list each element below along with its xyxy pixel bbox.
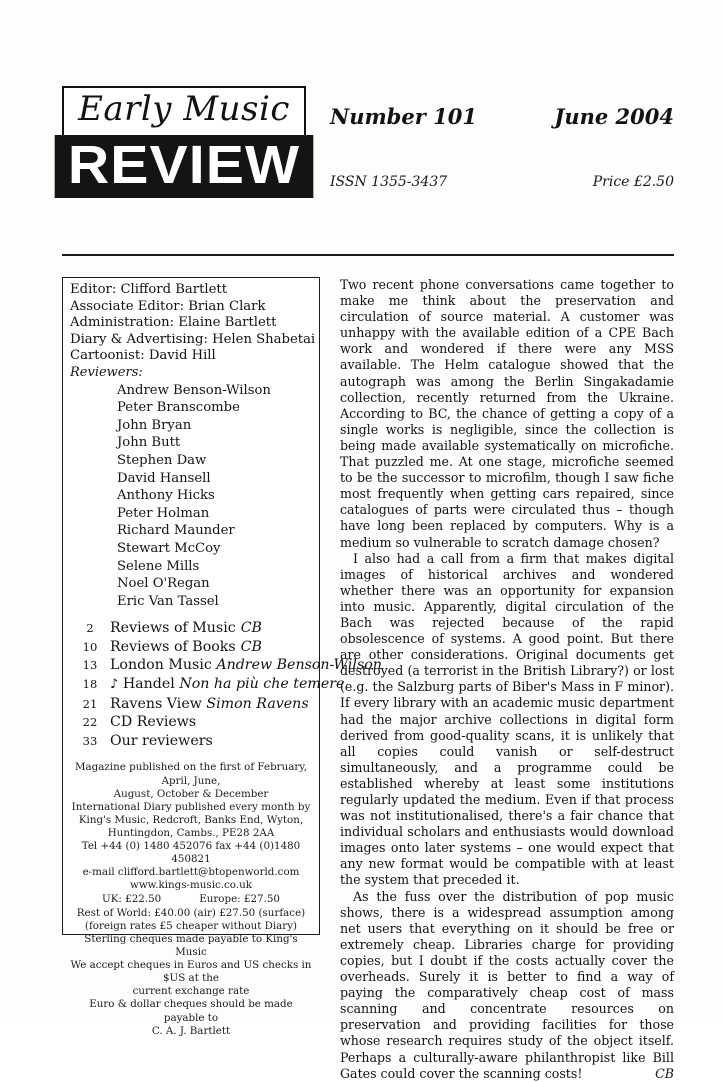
toc-entry xyxy=(70,675,345,695)
toc-entry xyxy=(70,656,382,675)
toc-entry xyxy=(70,732,312,751)
staff-administration: Administration: Elaine Bartlett xyxy=(70,315,277,331)
staff-diary-advertising: Diary & Advertising: Helen Shabetai xyxy=(70,331,316,347)
imprint-block xyxy=(70,761,312,1037)
table-of-contents xyxy=(70,619,382,750)
reviewer-name: Stewart McCoy xyxy=(117,540,221,556)
rate-foreign-note: (foreign rates £5 cheaper without Diary) xyxy=(84,919,298,932)
toc-credit: CB xyxy=(240,638,262,655)
article-paragraph: Two recent phone conversations came together to make me think about the preservation and circulation of source material. A customer was unhappy with the available edition of a CPE Bach work and wondered if there were any MSS available. The Helm catalogue showed that the autograph was among the Berlin Singakadamie collection, recently returned from the Ukraine. According to BC, the chance of getting a copy of a single works is negligible, since the collection is being made available systematically on microfiche. That puzzled me. At one stage, microfiche seemed to be the successor to microfilm, though I saw fiche most frequently when getting cars repaired, since catalogues of parts were circulated thus – though have long been replaced by computers. Why is a medium so vulnerable to scratch damage chosen? xyxy=(340,277,674,550)
toc-author: Simon Ravens xyxy=(206,695,309,712)
imprint-telephone: Tel +44 (0) 1480 452076 fax +44 (0)1480 450821 xyxy=(81,840,301,866)
reviewer-name: Peter Branscombe xyxy=(117,400,240,416)
staff-cartoonist: Cartoonist: David Hill xyxy=(70,348,216,364)
reviewer-name: Selene Mills xyxy=(117,558,200,574)
issue-number: Number 101 xyxy=(330,104,477,129)
toc-entry-title xyxy=(110,695,309,714)
imprint-line: Magazine published on the first of February, April, June, xyxy=(74,761,308,787)
reviewers-heading: Reviewers: xyxy=(70,364,143,380)
toc-entry-title xyxy=(110,732,213,751)
reviewer-name: John Bryan xyxy=(117,417,192,433)
toc-entry xyxy=(70,713,312,732)
imprint-line: August, October & December xyxy=(113,787,269,800)
toc-page-number: 2 xyxy=(86,621,94,636)
issn-row xyxy=(330,174,674,190)
payment-sterling: Sterling cheques made payable to King's Music xyxy=(84,932,298,959)
payment-currencies: We accept cheques in Euros and US checks in $US at the xyxy=(70,959,312,985)
article-paragraph-text: As the fuss over the distribution of pop music shows, there is a widespread assumption among net users that everything on it should be free or extremely cheap. Libraries charge for providing copies, but I doubt if the costs actually cover the overheads. Surely it is better to find a way of paying the comparatively cheap cost of mass scanning and concentrate resources on preservation and providing facilities for those whose research requires study of the object itself. Perhaps a culturally-aware philanthropist like Bill Gates could cover the scanning costs! xyxy=(340,888,674,1081)
toc-entry xyxy=(70,695,312,714)
reviewer-name: Richard Maunder xyxy=(117,523,235,539)
issn-value: ISSN 1355-3437 xyxy=(330,174,448,190)
imprint-address-line: Huntingdon, Cambs., PE28 2AA xyxy=(107,826,275,839)
issue-date: June 2004 xyxy=(554,104,674,129)
article-paragraph: I also had a call from a firm that makes digital images of historical archives and wondered whether there was an opportunity for expansion into music. Apparently, digital circulation of the Bach was rejected because of the rapid obsolescence of systems. A good point. But there are other considerations. Original documents get destroyed (a terrorist in the British Library?) or lost (e.g. the Salzburg parts of Biber's Mass in F minor). If every library with an academic music department had the major archive collections in digital form derived from good-quality scans, it is unlikely that all copies could vanish or self-destruct simultaneously, and a programme could be established whereby at least some institutions regularly updated the medium. Even if that process was not institutionalised, there's a fair chance that individual scholars and enthusiasts would download images onto later systems – one would expect that any new format would be compatible with at least the system that preceded it. xyxy=(340,550,674,888)
imprint-email[interactable]: e-mail clifford.bartlett@btopenworld.com xyxy=(82,866,300,879)
toc-author: Non ha più che temere xyxy=(179,676,345,693)
reviewer-name: John Butt xyxy=(117,435,181,451)
reviewer-name: Noel O'Regan xyxy=(117,576,210,592)
toc-page-number: 10 xyxy=(82,639,98,654)
reviewer-name: Eric Van Tassel xyxy=(117,593,219,609)
toc-entry-title xyxy=(110,713,196,732)
masthead xyxy=(62,86,674,232)
toc-title-text: CD Reviews xyxy=(110,714,197,731)
rate-rest-of-world: Rest of World: £40.00 (air) £27.50 (surface) xyxy=(76,906,306,919)
magazine-logo xyxy=(62,86,306,198)
toc-page-number: 13 xyxy=(82,658,98,673)
imprint-line: International Diary published every month by xyxy=(71,800,311,813)
toc-title-text: Reviews of Music xyxy=(110,620,236,637)
staff-editor: Editor: Clifford Bartlett xyxy=(70,282,228,297)
article-paragraph-final xyxy=(340,889,674,1082)
reviewer-name: Peter Holman xyxy=(117,505,210,521)
imprint-address-line: King's Music, Redcroft, Banks End, Wyton, xyxy=(78,813,304,826)
toc-entry xyxy=(70,619,312,638)
rate-europe: Europe: £27.50 xyxy=(199,893,280,906)
subscription-rates-row xyxy=(70,893,312,906)
music-note-icon: ♪ xyxy=(110,677,119,693)
toc-title-text: Our reviewers xyxy=(110,732,213,749)
toc-author: Andrew Benson-Wilson xyxy=(216,657,382,674)
masthead-info-box xyxy=(62,277,382,1037)
toc-title-text: Reviews of Books xyxy=(110,638,236,655)
header-divider-rule xyxy=(62,254,674,256)
toc-entry-title xyxy=(110,675,344,695)
toc-page-number: 21 xyxy=(82,696,98,711)
payment-payee-note: Euro & dollar cheques should be made payable to xyxy=(89,998,293,1024)
reviewer-name: David Hansell xyxy=(117,470,211,486)
price-value: Price £2.50 xyxy=(592,174,674,190)
toc-title-text: Handel xyxy=(122,676,175,693)
editorial-article xyxy=(340,277,674,1082)
article-signature: CB xyxy=(655,1065,674,1081)
payment-exchange-rate: current exchange rate xyxy=(132,985,250,998)
staff-associate-editor: Associate Editor: Brian Clark xyxy=(70,298,266,314)
toc-title-text: London Music xyxy=(110,657,212,674)
reviewer-name: Anthony Hicks xyxy=(117,488,215,504)
staff-list xyxy=(70,282,316,365)
rate-uk: UK: £22.50 xyxy=(102,893,162,906)
reviewer-name: Andrew Benson-Wilson xyxy=(117,382,271,398)
toc-page-number: 33 xyxy=(82,733,98,748)
issue-row xyxy=(330,104,674,129)
logo-title-early-music: Early Music xyxy=(62,86,306,135)
toc-entry xyxy=(70,638,312,657)
toc-entry-title xyxy=(110,638,262,657)
toc-page-number: 22 xyxy=(82,715,98,730)
imprint-website[interactable]: www.kings-music.co.uk xyxy=(130,879,252,892)
reviewers-list xyxy=(70,382,312,611)
reviewer-name: Stephen Daw xyxy=(117,452,207,468)
payment-payee-name: C. A. J. Bartlett xyxy=(151,1024,231,1037)
toc-title-text: Ravens View xyxy=(110,695,202,712)
toc-credit: CB xyxy=(240,620,262,637)
toc-page-number: 18 xyxy=(82,677,98,692)
logo-title-review: REVIEW xyxy=(55,135,314,198)
toc-entry-title xyxy=(110,619,262,638)
